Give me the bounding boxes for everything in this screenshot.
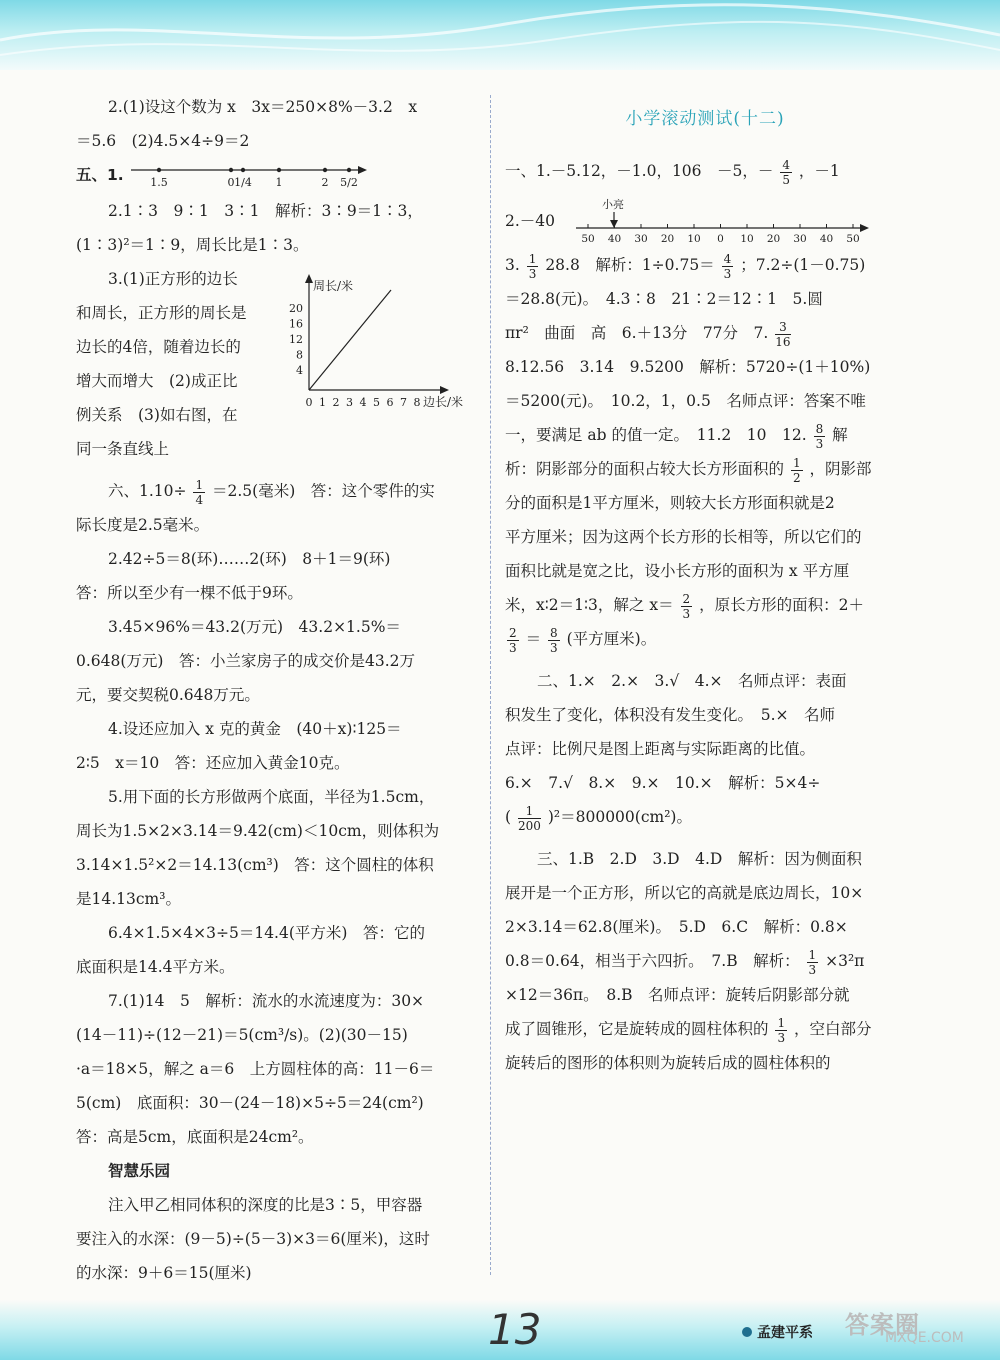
answer-line: (1∶3)²＝1∶9，周长比是1∶3。: [76, 236, 309, 254]
answer-line: 3.(1)正方形的边长: [108, 270, 238, 288]
answer-line: 2.(1)设这个数为 x 3x＝250×8%－3.2 x: [108, 98, 418, 116]
fraction-denominator: 3: [550, 640, 558, 655]
answer-line: 7.(1)14 5 解析：流水的水流速度为：30×: [108, 992, 425, 1010]
answer-line: ·a＝18×5，解之 a＝6 上方圆柱体的高：11－6＝: [76, 1060, 435, 1078]
fraction: [507, 626, 519, 655]
fraction: [527, 252, 539, 281]
fraction-numerator: 8: [815, 421, 824, 436]
answer-line: (14－11)÷(12－21)＝5(cm³/s)。(2)(30－15): [76, 1026, 408, 1044]
answer-line: ×12＝36π。 8.B 名师点评：旋转后阴影部分就: [505, 986, 850, 1004]
answer-line: ＝5200(元)。 10.2，1，0.5 名师点评：答案不唯: [505, 392, 866, 410]
answer-line: 是14.13cm³。: [76, 890, 181, 908]
fraction: [791, 456, 803, 485]
fraction-denominator: 3: [815, 436, 824, 451]
graph-x-label: 边长/米: [423, 395, 464, 409]
fraction-denominator: 4: [195, 492, 204, 507]
graph-y-label: 周长/米: [313, 279, 354, 293]
answer-text: ＝: [525, 630, 542, 648]
answer-line: 0.648(万元) 答：小兰家房子的成交价是43.2万: [76, 652, 415, 670]
fraction: [807, 948, 819, 977]
fraction-numerator: 2: [682, 591, 691, 606]
answer-line: 际长度是2.5毫米。: [76, 516, 210, 534]
top-decorative-band: [0, 0, 1000, 70]
section-heading: 智慧乐园: [108, 1162, 171, 1180]
answer-text: (: [505, 808, 512, 826]
answer-line: [505, 944, 905, 978]
answer-line: 例关系 (3)如右图，在: [76, 406, 238, 424]
answer-line: 元，要交契税0.648万元。: [76, 686, 260, 704]
answer-line: 5(cm) 底面积：30－(24－18)×5÷5＝24(cm²): [76, 1094, 424, 1112]
number-line-tick-label: 1: [275, 176, 283, 189]
answer-text: (平方厘米)。: [566, 630, 657, 648]
answer-line: 5.用下面的长方形做两个底面，半径为1.5cm，: [108, 788, 435, 806]
fraction: [193, 478, 205, 507]
fraction: [722, 252, 734, 281]
number-line-tick-label: 10: [740, 233, 754, 245]
answer-text: 一，要满足 ab 的值一定。 11.2 10 12.: [505, 426, 807, 444]
graph-y-tick-label: 16: [289, 317, 303, 331]
answer-line: 3.14×1.5²×2＝14.13(cm³) 答：这个圆柱的体积: [76, 856, 434, 874]
number-line-tick-label: 1.5: [149, 176, 168, 189]
fraction-denominator: 3: [528, 266, 537, 281]
answer-text: πr² 曲面 高 6.＋13分 77分 7.: [505, 324, 769, 342]
number-line-1: [129, 158, 369, 194]
graph-y-tick-label: 8: [296, 348, 303, 362]
answer-text: ＝2.5(毫米) 答：这个零件的实: [212, 482, 435, 500]
number-line-point: [276, 168, 280, 172]
answer-text: ×3²π: [825, 952, 865, 970]
graph-x-tick-label: 4: [359, 396, 367, 409]
answer-line: [76, 474, 476, 508]
answer-line: [505, 418, 905, 452]
number-line-2: [574, 196, 874, 248]
number-line-point: [322, 168, 326, 172]
answer-line: [505, 452, 905, 486]
fraction-denominator: 3: [808, 962, 817, 977]
answer-text: 析：阴影部分的面积占较大长方形面积的: [505, 460, 785, 478]
answer-line: 旋转后的图形的体积则为旋转后成的圆柱体积的: [505, 1054, 831, 1072]
answer-text: 2.－40: [505, 212, 556, 230]
fraction-numerator: 1: [777, 1015, 786, 1030]
answer-line: 和周长，正方形的周长是: [76, 304, 247, 322]
answer-line: 周长为1.5×2×3.14＝9.42(cm)＜10cm，则体积为: [76, 822, 440, 840]
fraction-numerator: 1: [195, 477, 204, 492]
answer-line: 积发生了变化，体积没有发生变化。 5.× 名师: [505, 706, 836, 724]
answer-line: 点评：比例尺是图上距离与实际距离的比值。: [505, 740, 816, 758]
number-line-point: [240, 168, 244, 172]
fraction-denominator: 5: [782, 172, 790, 187]
footer-brand: 孟建平系: [757, 1325, 813, 1341]
left-column: [76, 90, 476, 1290]
graph-x-tick-label: 0: [305, 396, 313, 409]
section-label: 五、1.: [76, 166, 124, 184]
fraction: [814, 422, 826, 451]
graph-x-tick-label: 3: [346, 396, 353, 409]
fraction-denominator: 16: [775, 334, 791, 349]
number-line-tick-label: 20: [766, 233, 781, 245]
graph-x-tick-label: 8: [413, 396, 421, 409]
answer-line: [505, 800, 905, 834]
swirl-decoration: [0, 0, 1000, 70]
answer-line: 答：高是5cm，底面积是24cm²。: [76, 1128, 314, 1146]
answer-line: 三、1.B 2.D 3.D 4.D 解析：因为侧面积: [537, 850, 862, 868]
answer-line: 2.42÷5＝8(环)……2(环) 8＋1＝9(环): [108, 550, 391, 568]
answer-line: 注入甲乙相同体积的深度的比是3∶5，甲容器: [108, 1196, 423, 1214]
fraction-numerator: 1: [528, 251, 537, 266]
number-line-tick-label: 0: [717, 233, 724, 245]
number-line-tick-label: 20: [660, 233, 675, 245]
answer-line: 面积比就是宽之比，设小长方形的面积为 x 平方厘: [505, 562, 850, 580]
answer-text: 解: [832, 426, 848, 444]
fraction: [775, 320, 790, 349]
graph-x-tick-label: 6: [386, 396, 394, 409]
number-line-tick-label: 0: [227, 176, 235, 189]
answer-line: 2∶5 x＝10 答：还应加入黄金10克。: [76, 754, 350, 772]
answer-line: 8.12.56 3.14 9.5200 解析：5720÷(1＋10%): [505, 358, 871, 376]
number-line-point: [346, 168, 350, 172]
answer-text: 28.8 解析：1÷0.75＝: [545, 256, 715, 274]
fraction: [681, 592, 693, 621]
number-line-point: [228, 168, 232, 172]
number-line-tick-label: 40: [607, 233, 622, 245]
fraction-numerator: 8: [550, 625, 558, 640]
fraction-numerator: 4: [723, 251, 732, 266]
fraction-denominator: 2: [792, 470, 801, 485]
number-line-tick-label: 50: [846, 233, 860, 245]
answer-line: 平方厘米；因为这两个长方形的长相等，所以它们的: [505, 528, 862, 546]
answer-text: 米，x∶2＝1∶3，解之 x＝: [505, 596, 674, 614]
answer-text: 0.8＝0.64，相当于六四折。 7.B 解析：: [505, 952, 800, 970]
fraction-numerator: 1: [808, 947, 817, 962]
answer-line: 要注入的水深：(9－5)÷(5－3)×3＝6(厘米)，这时: [76, 1230, 430, 1248]
answer-text: ，原长方形的面积：2＋: [699, 596, 864, 614]
section-title: 小学滚动测试(十二): [625, 109, 785, 129]
answer-line: 2.1∶3 9∶1 3∶1 解析：3∶9＝1∶3，: [108, 202, 423, 220]
answer-line: 二、1.× 2.× 3.√ 4.× 名师点评：表面: [537, 672, 847, 690]
answer-line: ＝5.6 (2)4.5×4÷9＝2: [76, 132, 250, 150]
bullet-icon: [742, 1327, 752, 1337]
number-line-tick-label: 40: [819, 233, 834, 245]
graph-y-tick-label: 4: [296, 364, 303, 377]
number-line-tick-label: 5/2: [339, 176, 358, 189]
answer-line: [505, 154, 905, 188]
fraction-numerator: 1: [792, 455, 801, 470]
answer-line: 分的面积是1平方厘米，则较大长方形面积就是2: [505, 494, 835, 512]
graph-x-tick-label: 1: [319, 396, 326, 409]
answer-line: [505, 316, 905, 350]
number-line-tick-label: 50: [581, 233, 595, 245]
perimeter-graph: [283, 272, 483, 414]
answer-line: 6.4×1.5×4×3÷5＝14.4(平方米) 答：它的: [108, 924, 425, 942]
fraction: [518, 804, 541, 833]
number-line-tick-label: 10: [687, 233, 701, 245]
answer-line: 同一条直线上: [76, 440, 170, 458]
answer-text: ，－1: [798, 162, 840, 180]
column-divider: [490, 95, 491, 1275]
fraction-numerator: 3: [775, 320, 790, 335]
answer-line: 底面积是14.4平方米。: [76, 958, 235, 976]
fraction-denominator: 3: [682, 606, 691, 621]
page-number: 13: [488, 1305, 542, 1354]
number-line-tick-label: 1/4: [233, 176, 252, 189]
answer-line: 的水深：9＋6＝15(厘米): [76, 1264, 252, 1282]
graph-y-tick-label: 20: [289, 302, 303, 315]
right-column: [505, 90, 905, 1080]
fraction: [780, 158, 792, 187]
fraction: [548, 626, 560, 655]
answer-line: 展开是一个正方形，所以它的高就是底边周长，10×: [505, 884, 864, 902]
fraction-denominator: 3: [777, 1030, 786, 1045]
answer-text: 一、1.－5.12，－1.0，106 －5，－: [505, 162, 774, 180]
answer-line: 答：所以至少有一棵不低于9环。: [76, 584, 303, 602]
answer-text: ，空白部分: [794, 1020, 872, 1038]
answer-text: 3.: [505, 256, 520, 274]
fraction-numerator: 2: [509, 625, 517, 640]
answer-line: [76, 158, 476, 194]
answer-text: ，阴影部: [809, 460, 872, 478]
answer-line: 2×3.14＝62.8(厘米)。 5.D 6.C 解析：0.8×: [505, 918, 848, 936]
answer-line: 边长的4倍，随着边长的: [76, 338, 241, 356]
number-line-tick-label: 30: [793, 233, 807, 245]
fraction: [775, 1016, 787, 1045]
answer-line: ＝28.8(元)。 4.3∶8 21∶2＝12∶1 5.圆: [505, 290, 823, 308]
answer-text: ；7.2÷(1－0.75): [740, 256, 866, 274]
fraction-numerator: 4: [782, 157, 790, 172]
answer-line: 3.45×96%＝43.2(万元) 43.2×1.5%＝: [108, 618, 401, 636]
watermark-url: MXQE.COM: [885, 1330, 964, 1346]
answer-line: 6.× 7.√ 8.× 9.× 10.× 解析：5×4÷: [505, 774, 821, 792]
fraction-denominator: 200: [518, 818, 541, 833]
answer-text: 成了圆锥形，它是旋转成的圆柱体积的: [505, 1020, 769, 1038]
number-line-tick-label: 2: [321, 176, 329, 189]
marker-label: 小亮: [601, 198, 624, 211]
answer-line: [505, 1012, 905, 1046]
fraction-denominator: 3: [509, 640, 517, 655]
watermark: 答案圈: [845, 1311, 920, 1339]
graph-x-tick-label: 5: [373, 396, 380, 409]
number-line-tick-label: 30: [634, 233, 648, 245]
fraction-denominator: 3: [723, 266, 732, 281]
answer-line: [505, 622, 905, 656]
answer-text: 六、1.10÷: [108, 482, 187, 500]
answer-line: [505, 196, 905, 248]
graph-x-tick-label: 7: [400, 396, 407, 409]
answer-line: 增大而增大 (2)成正比: [76, 372, 238, 390]
graph-y-tick-label: 12: [289, 333, 303, 346]
graph-x-tick-label: 2: [332, 396, 340, 409]
answer-line: 4.设还应加入 x 克的黄金 (40＋x)∶125＝: [108, 720, 402, 738]
fraction-numerator: 1: [518, 804, 541, 819]
number-line-point: [156, 168, 160, 172]
answer-line: [505, 588, 905, 622]
answer-text: )²＝800000(cm²)。: [547, 808, 692, 826]
answer-line: [505, 248, 905, 282]
